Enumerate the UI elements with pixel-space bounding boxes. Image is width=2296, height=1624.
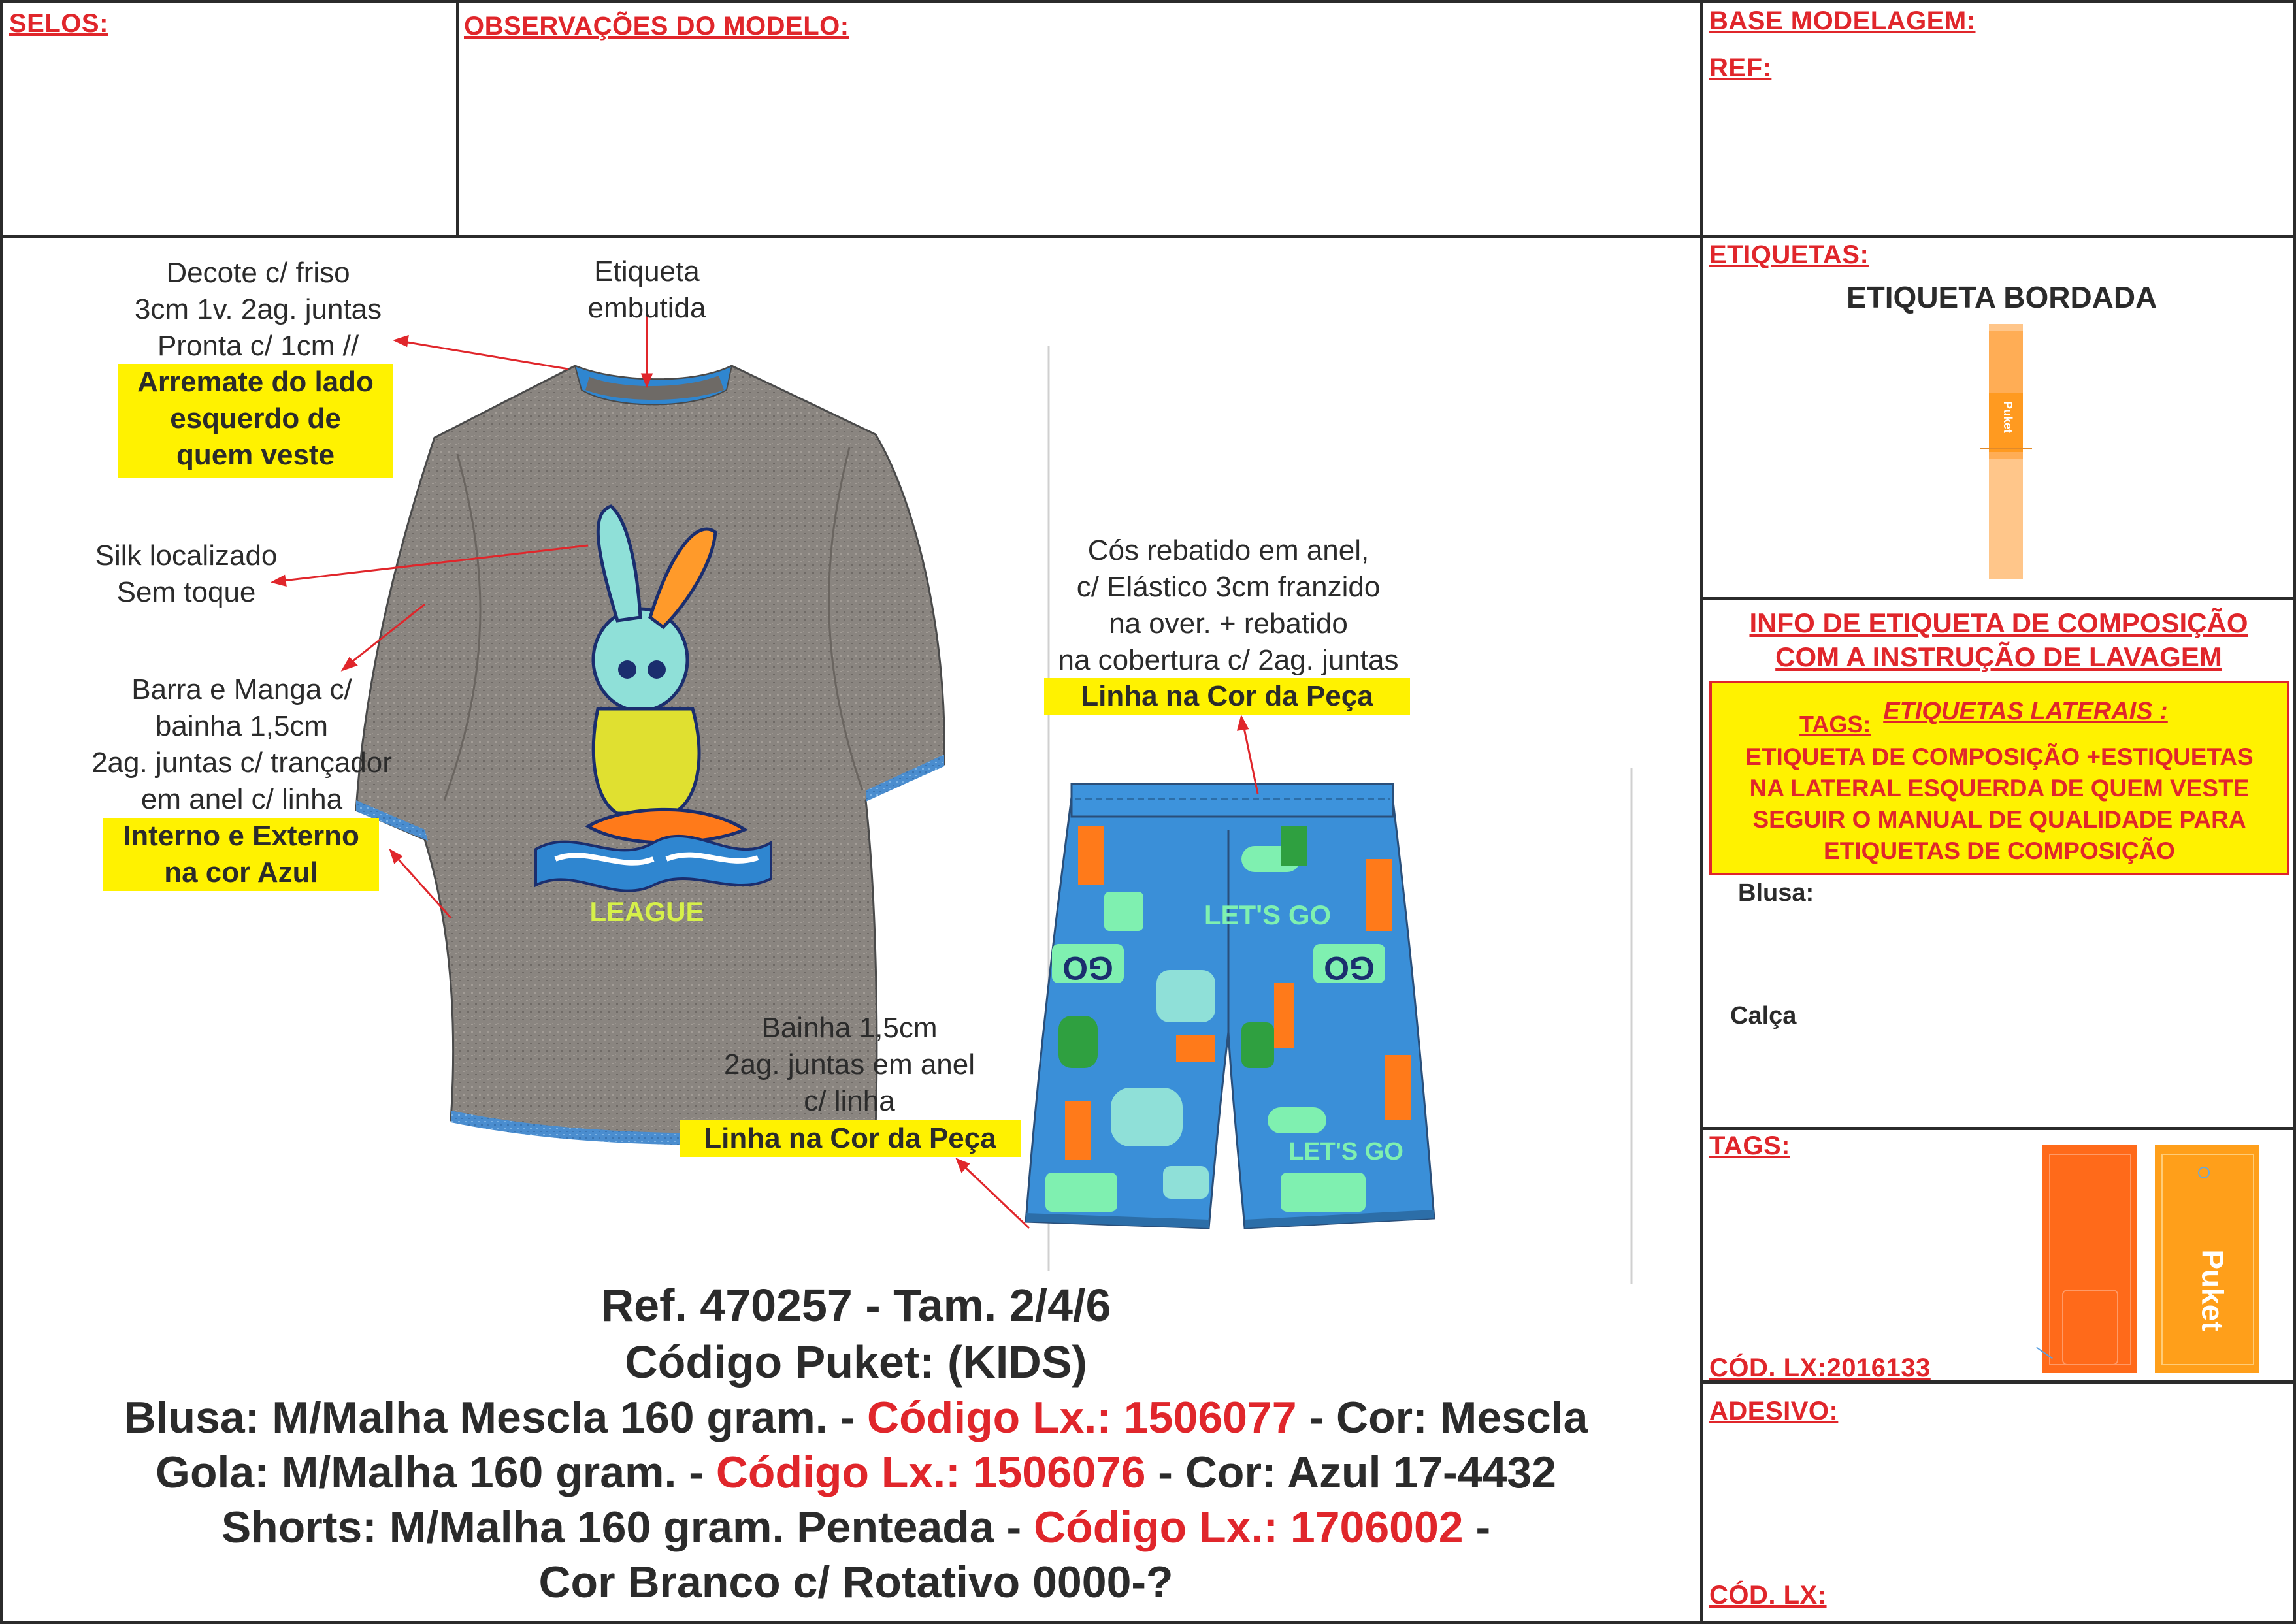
base-modelagem-heading: BASE MODELAGEM: — [1709, 7, 1976, 35]
etiqueta-bordada-title: ETIQUETA BORDADA — [1846, 280, 2157, 314]
decote-hl-line-3: quem veste — [176, 439, 335, 471]
tags-heading: TAGS: — [1709, 1131, 1790, 1160]
right-divider-2 — [1701, 1127, 2296, 1130]
etiqueta-embutida-note — [549, 253, 745, 327]
gola-spec-b: - Cor: Azul 17-4432 — [1145, 1448, 1556, 1497]
decote-highlight — [118, 364, 393, 478]
woven-label-image — [1989, 324, 2023, 579]
go-print-text-2: GO — [1324, 950, 1375, 986]
shorts-spec-b: - — [1463, 1502, 1491, 1552]
decote-hl-line-2: esquerdo de — [170, 402, 341, 434]
decote-line-1: Decote c/ friso — [166, 257, 350, 289]
ref-heading: REF: — [1709, 54, 1772, 82]
box-line-2: NA LATERAL ESQUERDA DE QUEM VESTE — [1749, 775, 2250, 802]
cos-line-4: na cobertura c/ 2ag. juntas — [1058, 644, 1399, 676]
blusa-spec-code: Código Lx.: 1506077 — [867, 1393, 1297, 1442]
codigo-puket-line: Código Puket: (KIDS) — [625, 1337, 1087, 1388]
league-print-text: LEAGUE — [589, 896, 704, 927]
info-etiqueta-line2: COM A INSTRUÇÃO DE LAVAGEM — [1775, 641, 2222, 672]
silk-line-1: Silk localizado — [95, 540, 278, 572]
bainha-line-1: Bainha 1,5cm — [761, 1012, 938, 1044]
barra-manga-note — [59, 672, 425, 818]
selos-divider — [456, 0, 459, 236]
arrow-decote — [400, 341, 568, 369]
decote-line-2: 3cm 1v. 2ag. juntas — [134, 293, 382, 325]
blusa-label: Blusa: — [1738, 879, 1814, 907]
silk-line-2: Sem toque — [116, 576, 256, 608]
barra-highlight — [103, 818, 379, 891]
hang-tag-front — [2155, 1145, 2259, 1373]
cos-line-2: c/ Elástico 3cm franzido — [1076, 571, 1381, 603]
cod-lx-adesivo: CÓD. LX: — [1709, 1581, 1827, 1610]
bainha-highlight: Linha na Cor da Peça — [680, 1120, 1021, 1157]
gola-spec-line — [0, 1445, 1712, 1500]
etiquetas-laterais-title: ETIQUETAS LATERAIS : — [1883, 698, 2168, 725]
decote-hl-line-1: Arremate do lado — [137, 366, 374, 398]
blusa-spec-a: Blusa: M/Malha Mescla 160 gram. - — [123, 1393, 868, 1442]
hang-tag-brand: Puket — [2195, 1249, 2230, 1331]
decote-note — [105, 255, 412, 365]
adesivo-heading: ADESIVO: — [1709, 1397, 1839, 1425]
lets-go-print-text: LET'S GO — [1204, 900, 1332, 930]
etiquetas-laterais-box — [1709, 681, 2289, 875]
bainha-line-2: 2ag. juntas em anel — [723, 1048, 976, 1080]
shorts-spec-a: Shorts: M/Malha 160 gram. Penteada - — [221, 1502, 1034, 1552]
cos-note — [1019, 532, 1437, 679]
bainha-note — [680, 1010, 1019, 1120]
arrow-bainha — [960, 1163, 1029, 1228]
info-etiqueta-line1: INFO DE ETIQUETA DE COMPOSIÇÃO — [1749, 608, 2248, 638]
cos-line-3: na over. + rebatido — [1109, 608, 1348, 640]
frame-top — [0, 0, 2296, 3]
box-tags-label: TAGS: — [1799, 711, 1871, 738]
selos-heading: SELOS: — [9, 9, 108, 38]
cos-highlight: Linha na Cor da Peça — [1044, 678, 1410, 715]
gola-spec-a: Gola: M/Malha 160 gram. - — [156, 1448, 716, 1497]
woven-label-brand: Puket — [2001, 400, 2015, 434]
etiqueta-line-2: embutida — [587, 292, 706, 324]
observacoes-heading: OBSERVAÇÕES DO MODELO: — [464, 12, 849, 41]
bainha-line-3: c/ linha — [804, 1085, 895, 1117]
barra-line-4: em anel c/ linha — [140, 783, 343, 815]
cos-line-1: Cós rebatido em anel, — [1087, 534, 1369, 566]
barra-line-1: Barra e Manga c/ — [131, 674, 352, 706]
blusa-spec-line — [0, 1390, 1712, 1445]
go-print-text-1: GO — [1062, 950, 1113, 986]
etiquetas-heading: ETIQUETAS: — [1709, 240, 1869, 269]
decote-line-3: Pronta c/ 1cm // — [157, 330, 359, 362]
box-line-1: ETIQUETA DE COMPOSIÇÃO +ESTIQUETAS — [1745, 743, 2254, 770]
gola-spec-code: Código Lx.: 1506076 — [715, 1448, 1146, 1497]
barra-line-3: 2ag. juntas c/ trançador — [91, 747, 392, 779]
cod-lx-tags: CÓD. LX:2016133 — [1709, 1354, 1931, 1382]
hang-tag-back — [2042, 1145, 2137, 1373]
blusa-spec-b: - Cor: Mescla — [1296, 1393, 1588, 1442]
calca-label: Calça — [1730, 1002, 1797, 1030]
barra-hl-line-1: Interno e Externo — [123, 820, 359, 852]
shorts-waistband — [1072, 784, 1393, 817]
etiqueta-line-1: Etiqueta — [594, 255, 700, 287]
shorts-spec-line — [0, 1500, 1712, 1555]
ref-line: Ref. 470257 - Tam. 2/4/6 — [600, 1280, 1111, 1331]
cor-line: Cor Branco c/ Rotativo 0000-? — [538, 1557, 1173, 1607]
right-divider-1 — [1701, 597, 2296, 600]
shorts-spec-code: Código Lx.: 1706002 — [1034, 1502, 1464, 1552]
frame-bottom — [0, 1621, 2296, 1624]
shorts-drawing — [1026, 784, 1434, 1228]
lets-go-print-text-2: LET'S GO — [1288, 1138, 1403, 1165]
barra-line-2: bainha 1,5cm — [155, 710, 329, 742]
box-line-3: SEGUIR O MANUAL DE QUALIDADE PARA — [1752, 806, 2246, 833]
box-line-4: ETIQUETAS DE COMPOSIÇÃO — [1824, 837, 2175, 864]
silk-note — [59, 538, 314, 611]
barra-hl-line-2: na cor Azul — [164, 856, 318, 888]
